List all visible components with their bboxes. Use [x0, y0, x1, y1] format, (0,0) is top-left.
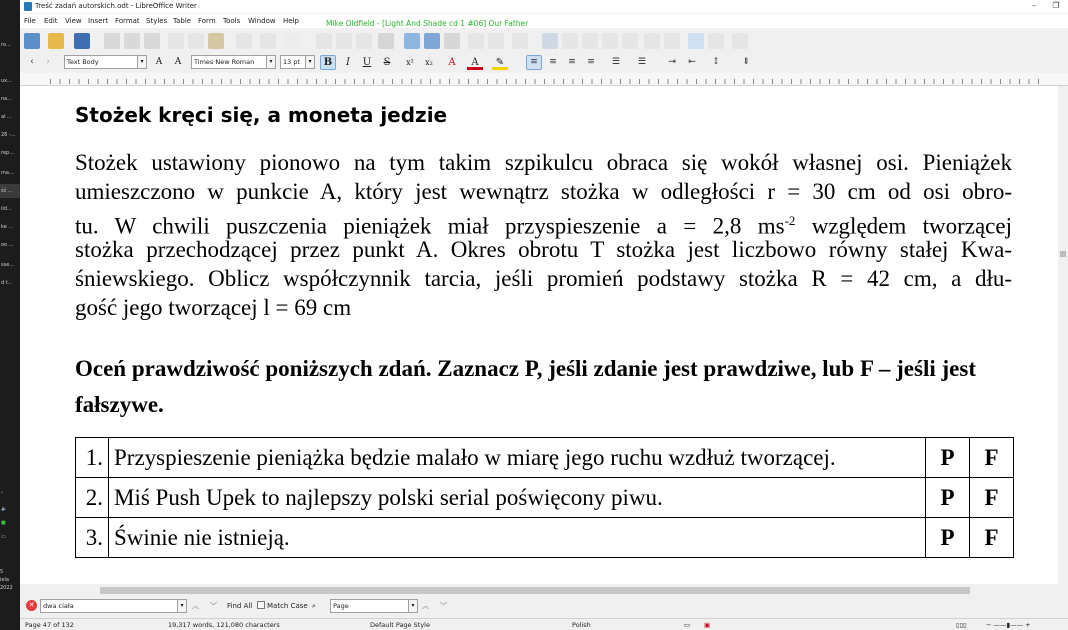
align-center-button[interactable]: ≡: [549, 57, 557, 67]
insert-table-icon[interactable]: [378, 33, 394, 49]
insert-mode-icon[interactable]: ▭: [684, 621, 691, 629]
zoom-slider[interactable]: − ——▮—— +: [986, 621, 1031, 629]
menu-edit[interactable]: Edit: [44, 17, 58, 25]
table-row: [76, 518, 1014, 558]
special-character-icon[interactable]: [512, 33, 528, 49]
statement-text[interactable]: Świnie nie istnieją.: [109, 518, 926, 558]
font-name-value: Times New Roman: [194, 58, 255, 66]
answer-false-cell[interactable]: F: [970, 438, 1014, 478]
match-case-label: Match Case: [267, 602, 308, 610]
taskbar-item[interactable]: ke ...: [1, 224, 14, 230]
find-replace-icon[interactable]: ⌕: [312, 602, 316, 610]
tray-app-icon[interactable]: ■: [1, 520, 6, 526]
window-title: Treść zadań autorskich.odt - LibreOffice Writer: [35, 2, 197, 10]
sidebar-back-icon[interactable]: ‹: [30, 57, 34, 67]
paragraph-line-with-superscript: [75, 206, 1012, 239]
font-color-button[interactable]: A: [467, 55, 483, 70]
redo-icon[interactable]: [284, 33, 300, 49]
bold-button[interactable]: B: [320, 55, 336, 70]
find-all-button[interactable]: Find All: [227, 602, 253, 610]
hyperlink-icon[interactable]: [542, 33, 558, 49]
table-row: [76, 478, 1014, 518]
scrollbar-thumb[interactable]: [100, 587, 970, 594]
formatting-marks-icon[interactable]: [356, 33, 372, 49]
statement-number[interactable]: 3.: [76, 518, 109, 558]
answer-true-cell[interactable]: P: [926, 518, 970, 558]
taskbar-item[interactable]: al ...: [1, 114, 12, 120]
menu-styles[interactable]: Styles: [146, 17, 168, 25]
document-modified-icon[interactable]: ▣: [704, 621, 711, 629]
menu-help[interactable]: Help: [283, 17, 299, 25]
bullet-list-icon[interactable]: ☰: [611, 57, 621, 67]
task-instruction[interactable]: Oceń prawdziwość poniższych zdań. Zaznacz P, jeśli zdanie jest prawdziwe, lub F – jeśli jest fałszywe.: [75, 356, 976, 417]
paragraph-style-value: Text Body: [67, 58, 99, 66]
update-style-icon[interactable]: A: [155, 57, 163, 67]
taskbar-item[interactable]: 28 -...: [1, 132, 16, 138]
menu-file[interactable]: File: [24, 17, 36, 25]
answer-true-cell[interactable]: P: [926, 438, 970, 478]
os-taskbar: [0, 0, 20, 630]
highlight-color-button[interactable]: ✎: [492, 55, 508, 70]
export-pdf-icon[interactable]: [104, 33, 120, 49]
undo-icon[interactable]: [260, 33, 276, 49]
writer-app-icon: [24, 2, 32, 11]
keyboard-icon[interactable]: ▭: [1, 534, 6, 540]
find-input-value: dwa ciała: [43, 602, 74, 610]
chevron-down-icon[interactable]: ▾: [137, 56, 146, 68]
problem-paragraph[interactable]: [75, 148, 1012, 322]
menu-format[interactable]: Format: [115, 17, 140, 25]
tray-expand-icon[interactable]: ›: [1, 490, 3, 496]
clock-line: 2022: [0, 585, 13, 591]
formatting-toolbar: [20, 53, 1068, 73]
volume-icon[interactable]: 🔈: [1, 506, 8, 512]
endnote-icon[interactable]: [582, 33, 598, 49]
clear-formatting-icon[interactable]: A: [448, 57, 456, 68]
taskbar-item[interactable]: oo ...: [1, 242, 14, 248]
horizontal-ruler[interactable]: [20, 73, 1068, 86]
clock-line: 5: [0, 569, 4, 575]
exponent-superscript: -2: [784, 213, 796, 228]
search-scope-select[interactable]: [330, 599, 418, 613]
menu-tools[interactable]: Tools: [223, 17, 241, 25]
find-previous-icon[interactable]: ︿: [192, 602, 199, 610]
insert-chart-icon[interactable]: [424, 33, 440, 49]
taskbar-item[interactable]: na...: [1, 96, 13, 102]
paragraph-style-select[interactable]: [64, 55, 147, 69]
paragraph-line: Stożek ustawiony pionowo na tym takim szpikulcu obraca się wokół własnej osi. Pieniążek: [75, 150, 1012, 175]
answer-true-cell[interactable]: P: [926, 478, 970, 518]
find-toolbar: [20, 597, 1068, 615]
paragraph-line-head: tu. W chwili puszczenia pieniążek miał przyspieszenie a = 2,8 ms: [75, 213, 785, 239]
insert-page-break-icon[interactable]: [468, 33, 484, 49]
align-right-button[interactable]: ≡: [568, 57, 576, 67]
answer-false-cell[interactable]: F: [970, 478, 1014, 518]
footnote-icon[interactable]: [562, 33, 578, 49]
paragraph-spacing-icon[interactable]: ⇕: [742, 57, 750, 67]
chevron-down-icon[interactable]: ▾: [177, 600, 186, 612]
libreoffice-writer-window: [20, 0, 1068, 630]
paste-icon[interactable]: [208, 33, 224, 49]
copy-icon[interactable]: [188, 33, 204, 49]
answer-false-cell[interactable]: F: [970, 518, 1014, 558]
title-bar: [20, 0, 1068, 13]
sidebar-forward-icon[interactable]: ›: [46, 57, 50, 67]
increase-indent-icon[interactable]: ⇥: [668, 57, 676, 67]
taskbar-item[interactable]: rep...: [1, 150, 14, 156]
open-folder-icon[interactable]: [48, 33, 64, 49]
status-bar: [20, 618, 1068, 630]
subscript-button[interactable]: x₂: [425, 58, 433, 67]
paragraph-line: umieszczono w punkcie A, który jest wewnątrz stożka w odległości r = 30 cm od osi obro-: [75, 179, 1012, 204]
clone-formatting-icon[interactable]: [236, 33, 252, 49]
cross-reference-icon[interactable]: [622, 33, 638, 49]
menu-table[interactable]: Table: [173, 17, 192, 25]
insert-image-icon[interactable]: [404, 33, 420, 49]
track-changes-icon[interactable]: [664, 33, 680, 49]
language-indicator[interactable]: Polish: [572, 621, 591, 629]
menu-view[interactable]: View: [65, 17, 82, 25]
font-size-value: 13 pt: [283, 58, 301, 66]
insert-textbox-icon[interactable]: [444, 33, 460, 49]
draw-functions-icon[interactable]: [732, 33, 748, 49]
statement-number[interactable]: 2.: [76, 478, 109, 518]
italic-button[interactable]: I: [346, 57, 350, 68]
statement-text[interactable]: Przyspieszenie pieniążka będzie malało w miarę jego ruchu wzdłuż tworzącej.: [109, 438, 926, 478]
align-left-button[interactable]: ≡: [526, 55, 542, 70]
save-icon[interactable]: [74, 33, 90, 49]
page-title[interactable]: Stożek kręci się, a moneta jedzie: [75, 103, 448, 127]
paragraph-line: gość jego tworzącej l = 69 cm: [75, 295, 352, 320]
ruler-ticks: [50, 79, 1040, 84]
close-find-icon[interactable]: ✕: [26, 600, 37, 611]
table-row: [76, 438, 1014, 478]
font-name-select[interactable]: [191, 55, 276, 69]
menu-insert[interactable]: Insert: [88, 17, 109, 25]
spelling-icon[interactable]: [336, 33, 352, 49]
page-style[interactable]: Default Page Style: [370, 621, 430, 629]
now-playing-text: Mike Oldfield - [Light And Shade cd 1 #06] Our Father: [326, 19, 529, 28]
superscript-button[interactable]: x²: [406, 58, 414, 67]
cut-icon[interactable]: [168, 33, 184, 49]
underline-button[interactable]: U: [362, 57, 372, 68]
find-input[interactable]: [40, 599, 187, 613]
justify-button[interactable]: ≡: [587, 57, 595, 67]
clock-line: iela: [0, 577, 9, 583]
vertical-scrollbar[interactable]: [1058, 86, 1068, 584]
numbered-list-icon[interactable]: ☰: [637, 57, 647, 67]
scope-previous-icon[interactable]: ︿: [422, 602, 429, 610]
menu-form[interactable]: Form: [198, 17, 216, 25]
taskbar-item[interactable]: sse...: [1, 262, 15, 268]
scope-next-icon[interactable]: ﹀: [440, 602, 447, 610]
new-document-icon[interactable]: [24, 33, 40, 49]
print-icon[interactable]: [124, 33, 140, 49]
decrease-indent-icon[interactable]: ⇤: [688, 57, 696, 67]
font-size-select[interactable]: [280, 55, 315, 69]
minimize-button[interactable]: –: [1032, 1, 1036, 10]
taskbar-clock[interactable]: [0, 568, 20, 592]
match-case-checkbox[interactable]: [257, 601, 265, 609]
paragraph-line-tail: względem tworzącej: [795, 213, 1012, 239]
page-count[interactable]: Page 47 of 132: [25, 621, 74, 629]
comment-icon[interactable]: [644, 33, 660, 49]
statement-text[interactable]: Miś Push Upek to najlepszy polski serial poświęcony piwu.: [109, 478, 926, 518]
find-replace-icon[interactable]: [316, 33, 332, 49]
document-canvas[interactable]: [20, 86, 1058, 584]
view-layout-icon[interactable]: ▯▯▯: [956, 621, 967, 629]
line-spacing-icon[interactable]: ↕: [712, 57, 720, 67]
strikethrough-button[interactable]: S: [383, 57, 391, 68]
taskbar-item[interactable]: ux...: [1, 78, 12, 84]
bookmark-icon[interactable]: [602, 33, 618, 49]
search-scope-value: Page: [333, 602, 349, 610]
basic-shapes-icon[interactable]: [708, 33, 724, 49]
menu-window[interactable]: Window: [248, 17, 276, 25]
taskbar-item[interactable]: d t...: [1, 280, 13, 286]
word-count[interactable]: 19,317 words, 121,080 characters: [168, 621, 280, 629]
true-false-table: [75, 437, 1014, 558]
taskbar-item[interactable]: ro...: [1, 42, 11, 48]
paragraph-line: stożka przechodzącej przez punkt A. Okres obrotu T stożka jest liczbowo równy stałej Kwa-: [75, 237, 1012, 262]
new-style-icon[interactable]: A: [174, 57, 182, 67]
insert-line-icon[interactable]: [688, 33, 704, 49]
menu-bar: [20, 14, 1068, 28]
horizontal-scrollbar[interactable]: [20, 584, 1068, 597]
chevron-down-icon[interactable]: ▾: [266, 56, 275, 68]
paragraph-line: śniewskiego. Oblicz współczynnik tarcia, jeśli promień podstawy stożka R = 42 cm, a dłu-: [75, 266, 1012, 291]
find-next-icon[interactable]: ﹀: [210, 602, 217, 610]
standard-toolbar: [20, 29, 1068, 53]
print-preview-icon[interactable]: [144, 33, 160, 49]
taskbar-item-active[interactable]: ść ...: [0, 184, 20, 198]
taskbar-item[interactable]: ma...: [1, 170, 14, 176]
taskbar-item[interactable]: ild...: [1, 206, 12, 212]
restore-button[interactable]: ❐: [1052, 1, 1060, 10]
chevron-down-icon[interactable]: ▾: [408, 600, 417, 612]
chevron-down-icon[interactable]: ▾: [305, 56, 314, 68]
scrollbar-thumb[interactable]: [1060, 251, 1066, 257]
insert-field-icon[interactable]: [488, 33, 504, 49]
statement-number[interactable]: 1.: [76, 438, 109, 478]
